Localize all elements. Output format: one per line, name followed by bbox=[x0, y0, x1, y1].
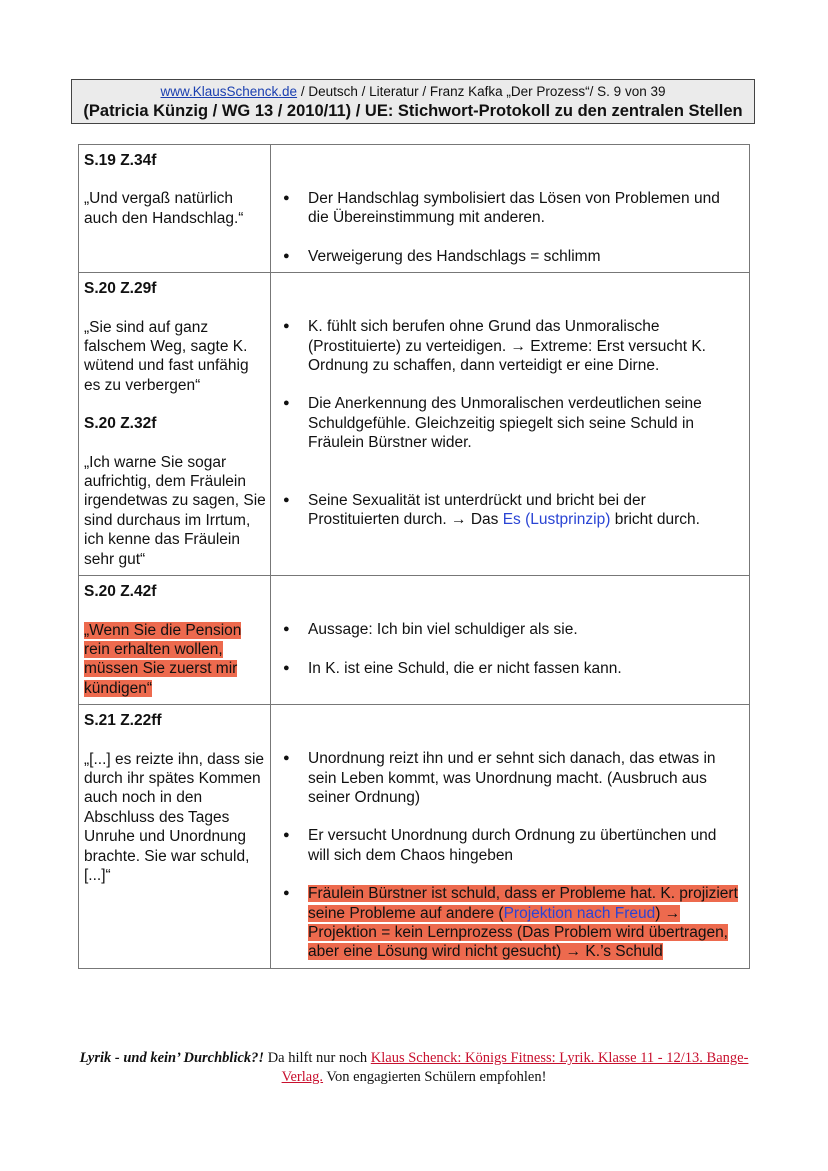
breadcrumb: / Deutsch / Literatur / Franz Kafka „Der Prozess“/ S. 9 von 39 bbox=[297, 84, 666, 99]
citation-cell bbox=[79, 576, 271, 705]
citation-cell bbox=[79, 705, 271, 969]
citation-cell bbox=[79, 145, 271, 273]
notes-cell bbox=[271, 145, 750, 273]
list-item: ● Unordnung reizt ihn und er sehnt sich danach, das etwas in sein Leben kommt, was Unordnung macht. (Ausbruch aus seiner Ordnung) bbox=[283, 749, 741, 807]
protocol-table bbox=[78, 144, 750, 969]
list-item: ● Verweigerung des Handschlags = schlimm bbox=[283, 247, 741, 266]
list-item-text: ) → Projektion = kein Lernprozess (Das Problem wird übertragen, aber eine Lösung wird nicht gesucht) → K.’s Schuld bbox=[308, 904, 728, 961]
list-item: ● K. fühlt sich berufen ohne Grund das Unmoralische (Prostituierte) zu verteidigen. → Extreme: Erst versucht K. Ordnung zu schaffen, dann verteidigt er eine Dirne. bbox=[283, 317, 741, 375]
citation-quote: „Sie sind auf ganz falschem Weg, sagte K. wütend und fast unfähig es zu verbergen“ bbox=[84, 318, 249, 394]
page-header bbox=[71, 79, 755, 124]
citation-ref: S.20 Z.32f bbox=[84, 415, 157, 433]
table-row bbox=[79, 145, 750, 273]
site-link[interactable]: www.KlausSchenck.de bbox=[160, 84, 298, 99]
notes-list bbox=[283, 749, 741, 962]
notes-cell bbox=[271, 705, 750, 969]
notes-cell bbox=[271, 273, 750, 576]
list-item: ● In K. ist eine Schuld, die er nicht fassen kann. bbox=[283, 659, 741, 678]
notes-list bbox=[283, 317, 741, 529]
header-breadcrumb-line bbox=[72, 84, 754, 100]
list-item bbox=[283, 491, 741, 530]
citation-ref: S.20 Z.42f bbox=[84, 583, 157, 601]
book-link[interactable]: Klaus Schenck: Königs Fitness: Lyrik. Klasse 11 - 12/13. Bange-Verlag. bbox=[281, 1050, 749, 1085]
list-item: ● Der Handschlag symbolisiert das Lösen von Problemen und die Übereinstimmung mit anderen. bbox=[283, 189, 741, 228]
citation-cell bbox=[79, 273, 271, 576]
term-es-lustprinzip: Es (Lustprinzip) bbox=[502, 511, 611, 529]
list-item bbox=[283, 884, 741, 962]
citation-ref: S.19 Z.34f bbox=[84, 152, 157, 169]
citation-ref: S.21 Z.22ff bbox=[84, 712, 162, 730]
list-item-text: Seine Sexualität ist unterdrückt und bricht bei der Prostituierten durch. → Das bbox=[308, 491, 646, 529]
notes-list bbox=[283, 620, 741, 678]
list-item-text: Fräulein Bürstner ist schuld, dass er Probleme hat. K. projiziert seine Probleme auf andere ( bbox=[308, 885, 738, 922]
notes-list bbox=[283, 189, 741, 266]
citation-ref: S.20 Z.29f bbox=[84, 280, 157, 298]
page-title: (Patricia Künzig / WG 13 / 2010/11) / UE: Stichwort-Protokoll zu den zentralen Stellen bbox=[83, 102, 743, 120]
list-item: ● Er versucht Unordnung durch Ordnung zu übertünchen und will sich dem Chaos hingeben bbox=[283, 826, 741, 865]
highlighted-quote: „Wenn Sie die Pension rein erhalten wollen, müssen Sie zuerst mir kündigen“ bbox=[84, 621, 242, 697]
list-item: ● Aussage: Ich bin viel schuldiger als sie. bbox=[283, 620, 741, 639]
table-row bbox=[79, 705, 750, 969]
term-projektion-nach-freud: Projektion nach Freud bbox=[503, 904, 656, 922]
list-item-text: bricht durch. bbox=[610, 511, 700, 529]
table-row bbox=[79, 273, 750, 576]
citation-quote bbox=[84, 621, 266, 699]
citation-quote: „[...] es reizte ihn, dass sie durch ihr spätes Kommen auch noch in den Abschluss des Tages Unruhe und Unordnung brachte. Sie war schuld, [...]“ bbox=[84, 750, 265, 884]
table-row bbox=[79, 576, 750, 705]
citation-quote: „Und vergaß natürlich auch den Handschlag.“ bbox=[84, 190, 244, 227]
footer-tagline: Lyrik - und kein’ Durchblick?! bbox=[79, 1050, 265, 1066]
citation-quote: „Ich warne Sie sogar aufrichtig, dem Fräulein irgendetwas zu sagen, Sie sind durchaus im Irrtum, ich kenne das Fräulein sehr gut“ bbox=[84, 453, 266, 568]
notes-cell bbox=[271, 576, 750, 705]
footer-text: Von engagierten Schülern empfohlen! bbox=[323, 1069, 547, 1085]
page-footer bbox=[60, 1049, 768, 1087]
footer-text: Da hilft nur noch bbox=[264, 1050, 371, 1066]
list-item: ● Die Anerkennung des Unmoralischen verdeutlichen seine Schuldgefühle. Gleichzeitig spiegelt sich seine Schuld in Fräulein Bürstner wider. bbox=[283, 394, 741, 452]
